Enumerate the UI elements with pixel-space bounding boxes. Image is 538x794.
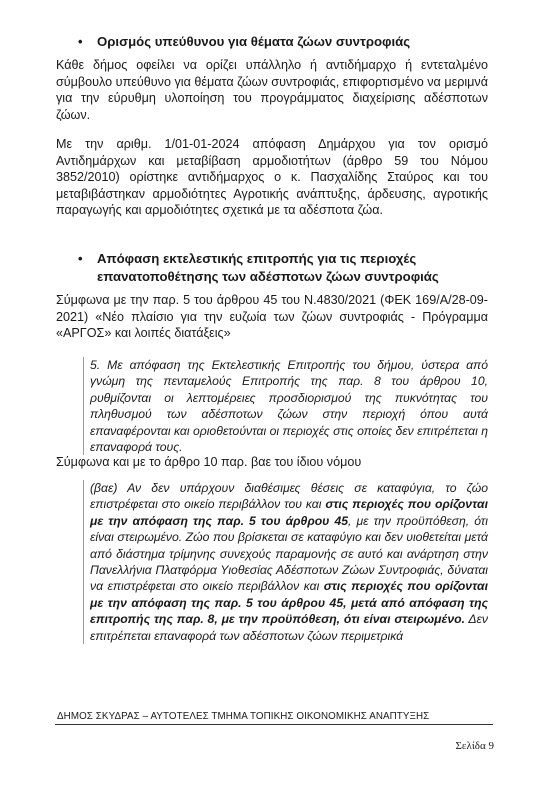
paragraph-responsible-duty: Κάθε δήμος οφείλει να ορίζει υπάλληλο ή αντιδήμαρχο ή εντεταλμένο σύμβουλο υπεύθυνο για θέματα ζώων συντροφιάς, επιφορτισμένο να μεριμνά για την εύρυθμη υλοποίηση του προγράμματος διαχείρισης αδέσποτων ζώων.: [56, 58, 488, 122]
bullet-icon: •: [78, 251, 83, 266]
paragraph-article-10-reference: Σύμφωνα και με το άρθρο 10 παρ. βαε του ίδιου νόμου: [56, 455, 362, 469]
quote-paragraph-5: 5. Με απόφαση της Εκτελεστικής Επιτροπής του δήμου, ύστερα από γνώμη της πενταμελούς Επιτροπής της παρ. 8 του άρθρου 10, ρυθμίζονται οι λεπτομέρειες προσδιορισμού της πυκνότητας του πληθυσμού των αδέσποτων ζώων στην περιοχή όπου αυτά επαναφέρονται και οριοθετούνται οι περιοχές στις οποίες δεν επιτρέπεται η επαναφορά τους.: [83, 357, 488, 455]
page-number: Σελίδα 9: [455, 740, 494, 752]
quote-bold-text: στις περιοχές που ορίζονται με την απόφαση της παρ. 5 του άρθρου 45, μετά από απόφαση της επιτροπής της παρ. 8, με την προϋπόθεση, ότι είναι στειρωμένο.: [90, 579, 488, 627]
section-heading-responsible: Ορισμός υπεύθυνου για θέματα ζώων συντροφιάς: [97, 34, 411, 49]
paragraph-mayor-decision: Με την αριθμ. 1/01-01-2024 απόφαση Δημάρχου για τον ορισμό Αντιδημάρχων και μεταβίβαση αρμοδιοτήτων (άρθρο 59 του Νόμου 3852/2010) ορίστηκε αντιδήμαρχος ο κ. Πασχαλίδης Σταύρος και του μεταβιβάστηκαν αρμοδιότητες Αγροτικής ανάπτυξης, άρδευσης, αγροτικής παραγωγής και αρμοδιότητες σχετικά με τα αδέσποτα ζώα.: [56, 137, 488, 218]
heading-line: Απόφαση εκτελεστικής επιτροπής για τις περιοχές: [97, 251, 417, 266]
footer-divider: [55, 724, 493, 725]
quote-article-10: [83, 480, 488, 644]
quote-bold-text: στις περιοχές που ορίζονται με την απόφαση της παρ. 5 του άρθρου 45: [90, 497, 489, 528]
quote-text: , με την προϋπόθεση, ότι είναι στειρωμένο. Ζώο που βρίσκεται σε καταφύγιο και δεν υιοθετείται μετά από διάστημα τρίμηνης συνεχούς παραμονής σε αυτό και ανάρτηση στην Πανελλήνια Πλατφόρμα Υιοθεσίας Αδέσποτων Ζώων Συντροφιάς, δύναται να επιστρέφεται στο οικείο περιβάλλον και: [90, 513, 488, 594]
footer-department: ΔΗΜΟΣ ΣΚΥΔΡΑΣ – ΑΥΤΟΤΕΛΕΣ ΤΜΗΜΑ ΤΟΠΙΚΗΣ ΟΙΚΟΝΟΜΙΚΗΣ ΑΝΑΠΤΥΞΗΣ: [57, 711, 430, 722]
paragraph-law-reference: Σύμφωνα με την παρ. 5 του άρθρου 45 του Ν.4830/2021 (ΦΕΚ 169/Α/28-09-2021) «Νέο πλαίσιο για την ευζωία των ζώων συντροφιάς - Πρόγραμμα «ΑΡΓΟΣ» και λοιπές διατάξεις»: [56, 293, 488, 341]
heading-line: επανατοποθέτησης των αδέσποτων ζώων συντροφιάς: [97, 269, 439, 284]
quote-text: Δεν επιτρέπεται επαναφορά των αδέσποτων ζώων περιμετρικά: [90, 612, 488, 643]
quote-text: (βαε) Αν δεν υπάρχουν διαθέσιμες θέσεις σε καταφύγια, το ζώο επιστρέφεται στο οικείο περιβάλλον του και: [90, 481, 488, 512]
bullet-icon: •: [78, 34, 83, 49]
section-heading-relocation: [97, 250, 487, 286]
